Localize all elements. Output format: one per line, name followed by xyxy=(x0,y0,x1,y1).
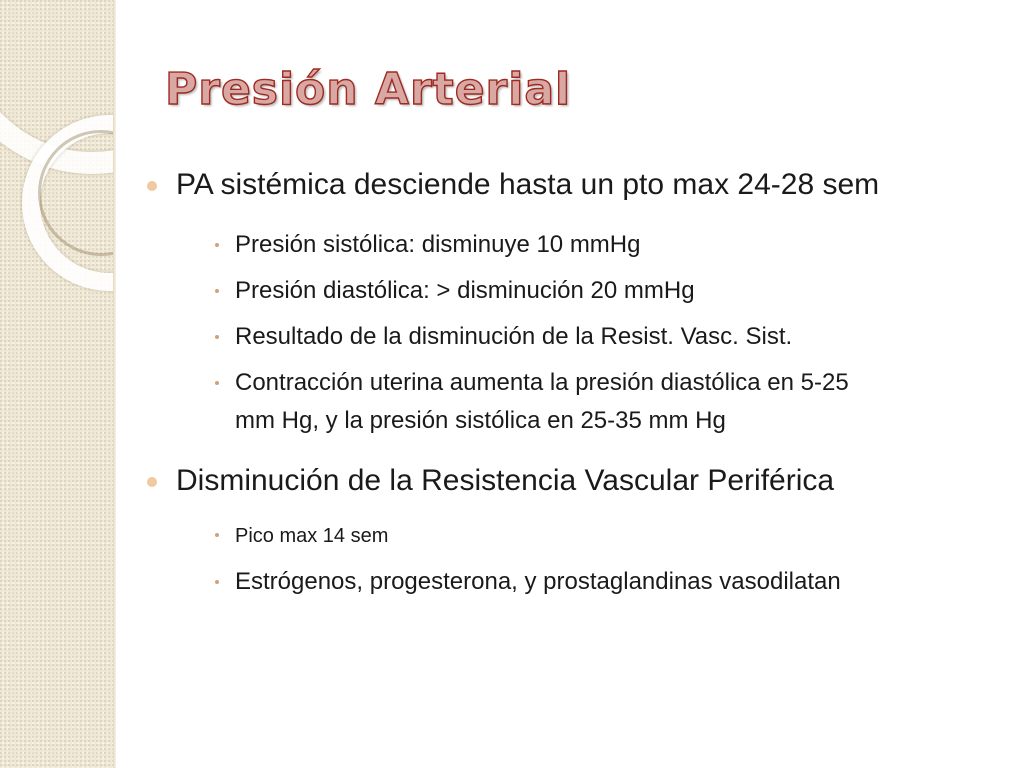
sub-bullet-item xyxy=(140,318,990,356)
sub-bullet-dot-icon xyxy=(215,289,219,293)
band-edge-divider xyxy=(113,0,116,768)
sub-bullet-dot-icon xyxy=(215,381,219,385)
sub-bullet-item xyxy=(140,272,990,310)
sub-bullet-text: Estrógenos, progesterona, y prostaglandinas vasodilatan xyxy=(235,568,841,595)
sub-bullet-dot-icon xyxy=(215,243,219,247)
sub-bullet-item xyxy=(140,364,855,440)
slide-title: Presión Arterial xyxy=(165,64,572,115)
sub-bullet-item xyxy=(140,226,990,264)
sub-bullet-item xyxy=(140,563,875,601)
sub-bullet-text: Pico max 14 sem xyxy=(235,525,389,547)
bullet-dot-icon xyxy=(147,477,157,487)
sub-bullet-dot-icon xyxy=(215,335,219,339)
sub-bullet-text: Contracción uterina aumenta la presión diastólica en 5-25 mm Hg, y la presión sistólica en 25-35 mm Hg xyxy=(235,369,849,434)
sub-bullet-text: Presión sistólica: disminuye 10 mmHg xyxy=(235,231,641,258)
bullet-text: Disminución de la Resistencia Vascular Periférica xyxy=(176,464,835,497)
sub-bullet-dot-icon xyxy=(215,533,219,537)
sub-bullet-dot-icon xyxy=(215,580,219,584)
sub-bullet-text: Presión diastólica: > disminución 20 mmHg xyxy=(235,277,695,304)
slide-content xyxy=(140,160,990,601)
sub-bullet-item xyxy=(140,516,990,555)
bullet-text: PA sistémica desciende hasta un pto max 24-28 sem xyxy=(176,168,880,201)
bullet-item xyxy=(140,460,990,502)
bullet-dot-icon xyxy=(147,181,157,191)
decorative-left-band xyxy=(0,0,113,768)
sub-bullet-text: Resultado de la disminución de la Resist. Vasc. Sist. xyxy=(235,323,793,350)
bullet-item xyxy=(140,164,990,206)
